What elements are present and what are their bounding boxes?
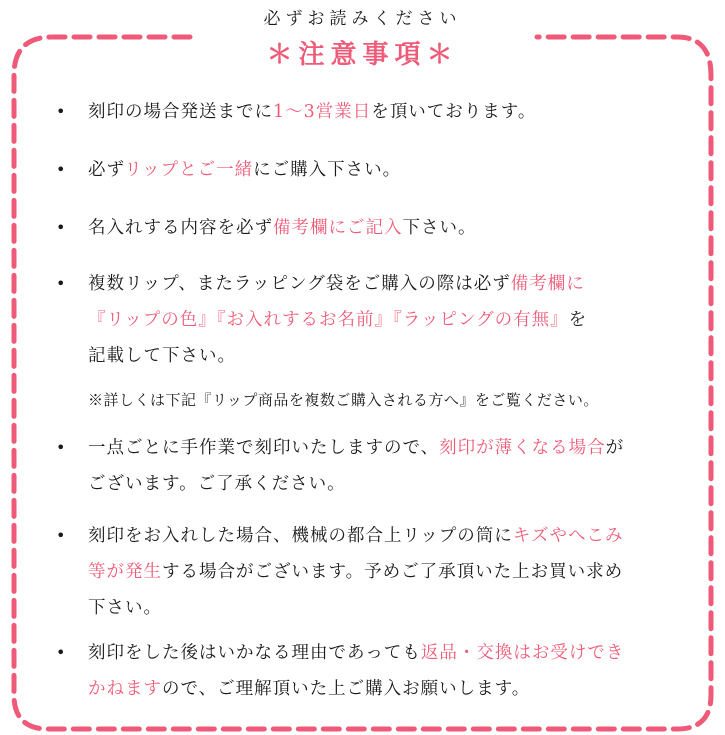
notice-text	[88, 518, 688, 626]
plain-text: 下さい。	[88, 598, 162, 618]
plain-text: が	[605, 438, 625, 458]
highlight-text: 刻印が薄くなる場合	[439, 438, 606, 458]
bullet-icon: •	[56, 160, 66, 179]
plain-text: 複数リップ、またラッピング袋をご購入の際は必ず	[88, 274, 511, 294]
highlight-text: リップとご一緒	[124, 160, 254, 180]
plain-text: 一点ごとに手作業で刻印いたしますので、	[88, 438, 440, 458]
bullet-icon: •	[56, 643, 66, 662]
header-title: ＊注意事項＊	[266, 40, 459, 70]
notice-text	[88, 152, 688, 188]
notice-line	[88, 554, 688, 590]
notice-text	[88, 94, 688, 130]
notice-text	[88, 210, 688, 246]
plain-text: を頂いております。	[371, 102, 537, 122]
bullet-icon: •	[56, 102, 66, 121]
plain-text: 必ず	[88, 160, 125, 180]
notice-line	[88, 518, 688, 554]
highlight-text: かねます	[88, 679, 162, 699]
notice-text	[88, 430, 688, 502]
bullet-icon: •	[56, 218, 66, 237]
notice-line	[88, 266, 688, 302]
plain-text: にご購入下さい。	[253, 160, 402, 180]
plain-text: 下さい。	[402, 218, 477, 238]
highlight-text: 備考欄に	[510, 274, 585, 294]
plain-text: を	[568, 310, 588, 330]
plain-text: 名入れする内容を必ず	[88, 218, 273, 238]
notice-line	[88, 210, 688, 246]
highlight-text: 等が発生	[88, 562, 162, 582]
notice-line	[88, 671, 688, 707]
bullet-icon: •	[56, 274, 66, 293]
plain-text: 記載して下さい。	[88, 346, 236, 366]
notice-text	[88, 266, 688, 420]
plain-text: 刻印をした後はいかなる理由であっても	[88, 643, 421, 663]
plain-text: 刻印をお入れした場合、機械の都合上リップの筒に	[88, 526, 513, 546]
notice-line	[88, 590, 688, 626]
plain-text: 刻印の場合発送までに	[88, 102, 273, 122]
notice-line	[88, 466, 688, 502]
plain-text: ございます。ご了承ください。	[88, 474, 346, 494]
highlight-text: 備考欄にご記入	[273, 218, 403, 238]
notice-line	[88, 338, 688, 374]
highlight-text: 1～3営業日	[273, 102, 372, 122]
plain-text: する場合がございます。予めご了承頂いた上お買い求め	[162, 562, 624, 582]
notice-note: ※詳しくは下記『リップ商品を複数ご購入される方へ』をご覧ください。	[88, 391, 599, 409]
highlight-text: 返品・交換はお受けでき	[420, 643, 625, 663]
notice-text	[88, 635, 688, 707]
bullet-icon: •	[56, 438, 66, 457]
notice-line	[88, 635, 688, 671]
header-subtitle: 必ずお読みください	[263, 9, 462, 29]
notice-line	[88, 152, 688, 188]
notice-line	[88, 302, 688, 338]
notice-line	[88, 430, 688, 466]
highlight-text: キズやへこみ	[512, 526, 624, 546]
highlight-text: 『リップの色』『お入れするお名前』『ラッピングの有無』	[88, 310, 569, 330]
plain-text: ので、ご理解頂いた上ご購入お願いします。	[162, 679, 531, 699]
notice-line	[88, 94, 688, 130]
bullet-icon: •	[56, 526, 66, 545]
